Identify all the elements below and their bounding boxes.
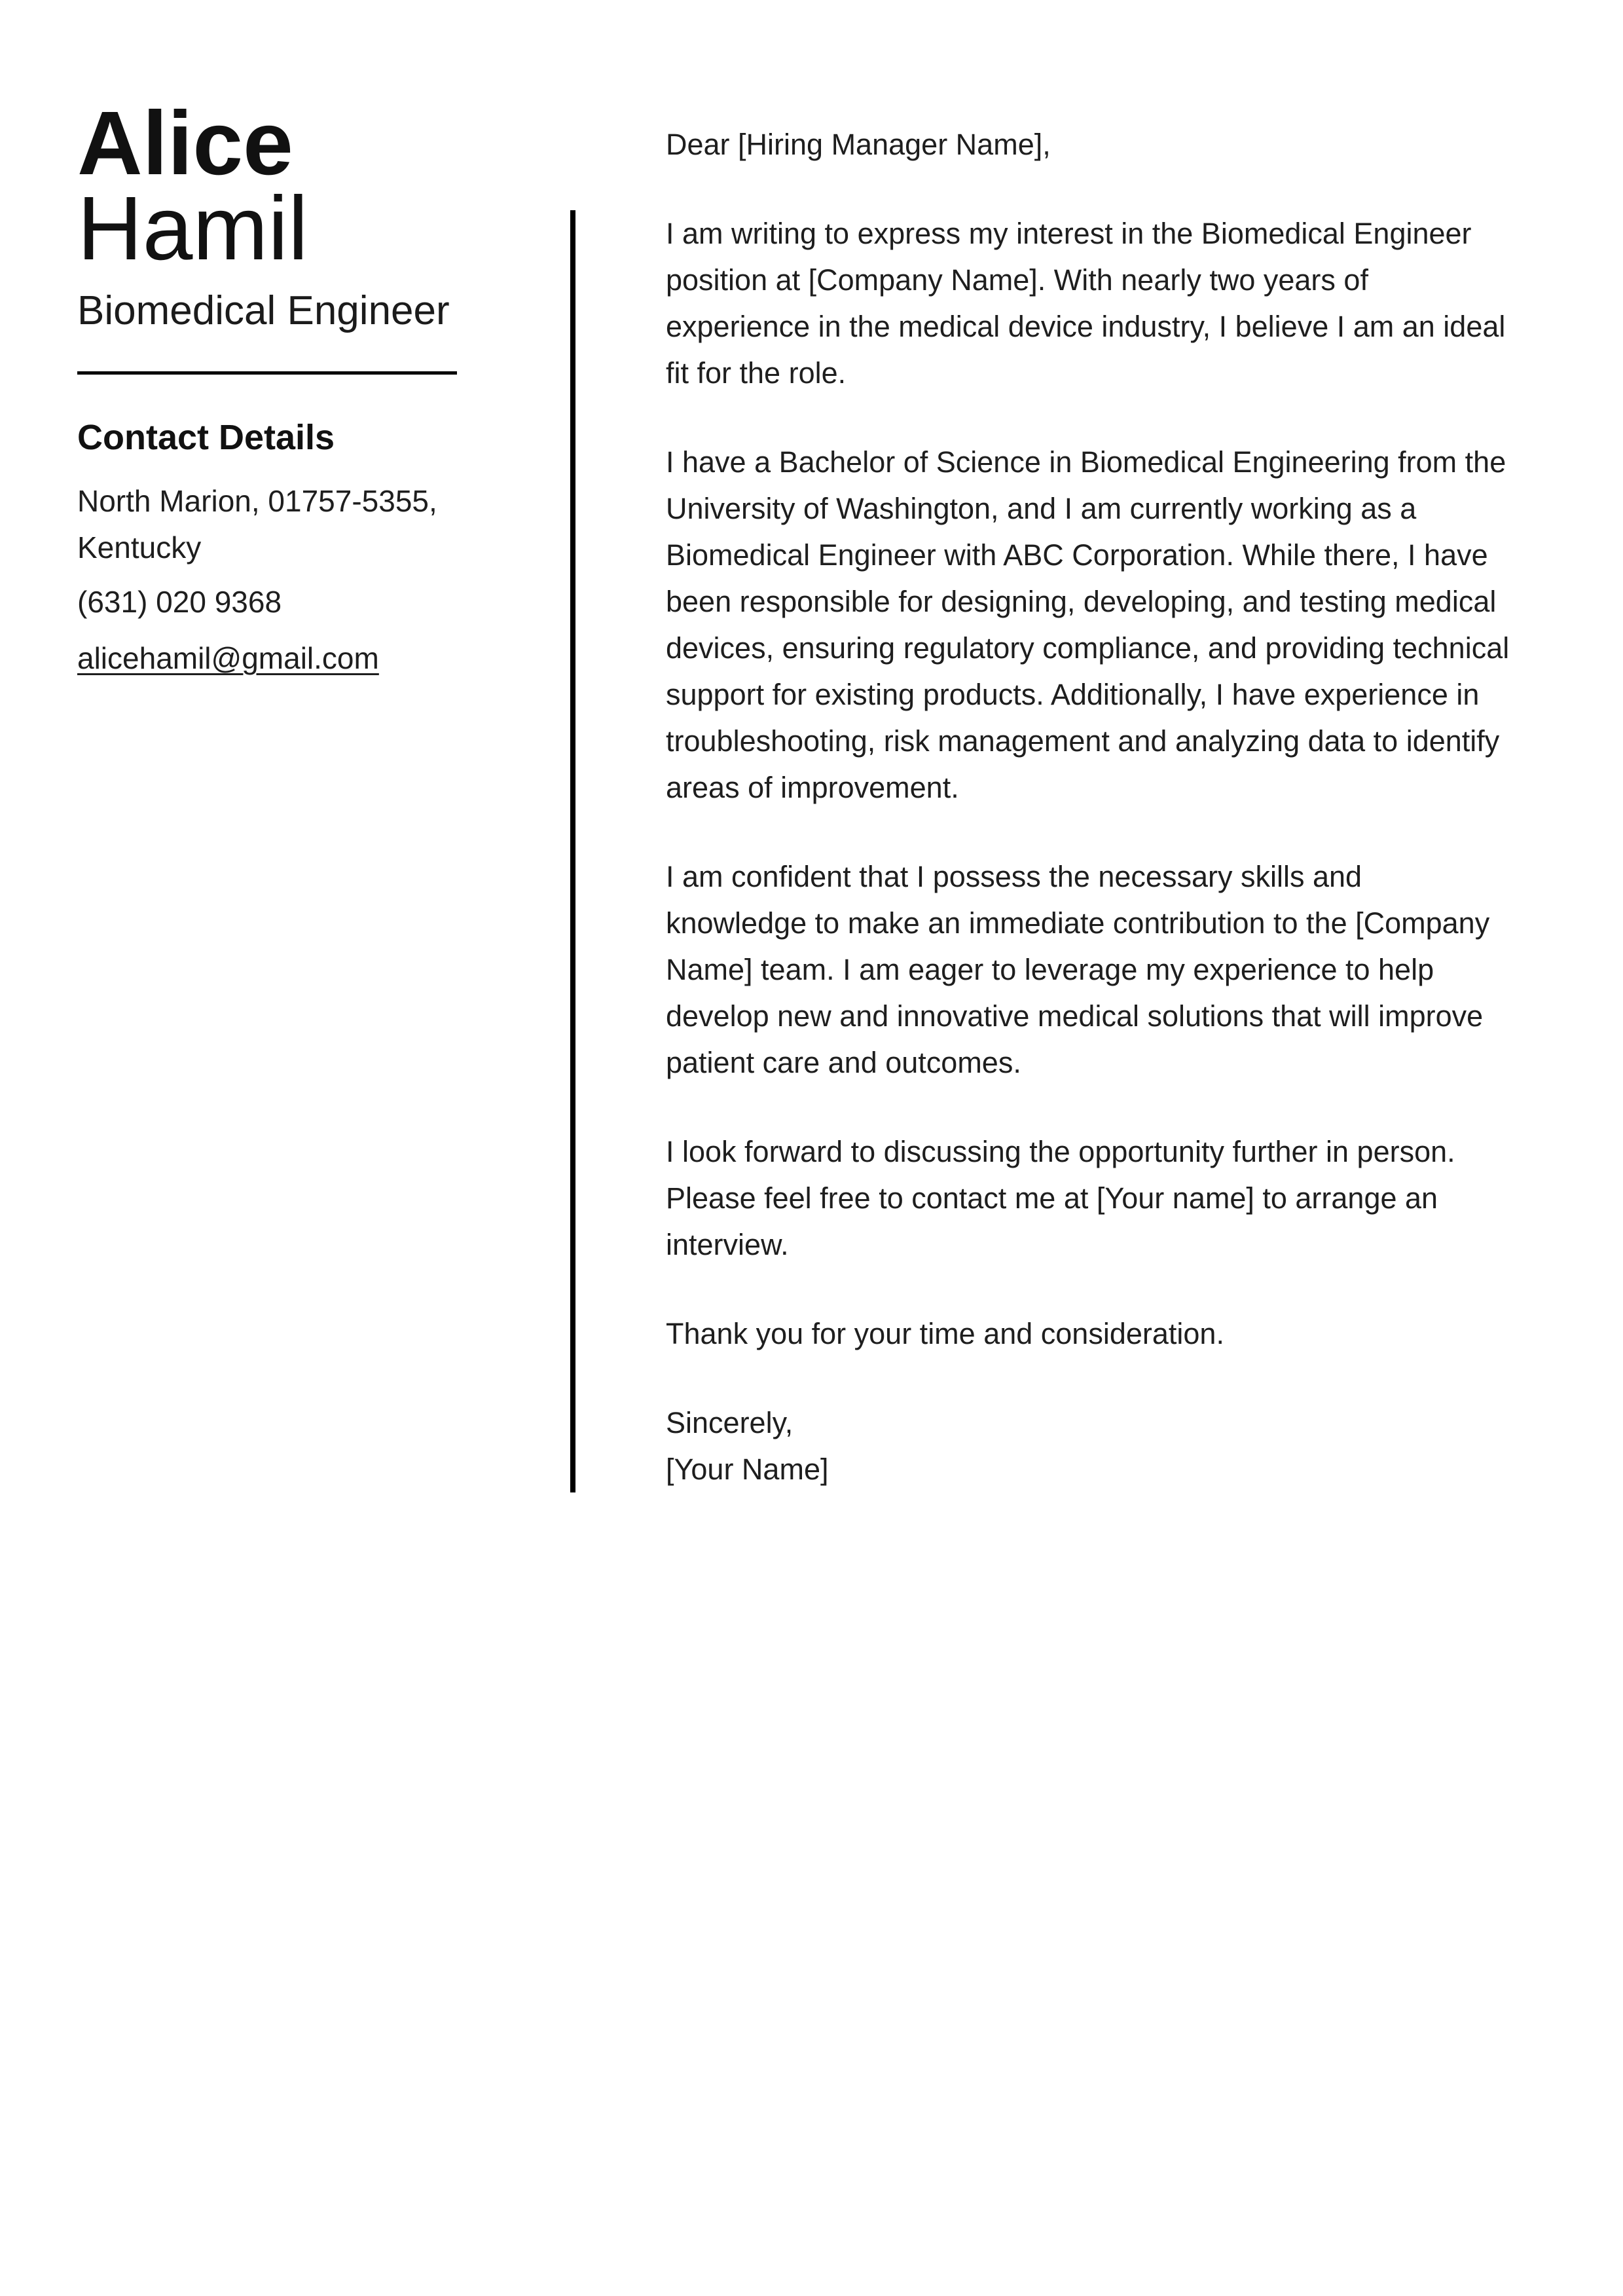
salutation: Dear [Hiring Manager Name],	[666, 128, 1051, 161]
paragraph-thanks: Thank you for your time and consideration.	[666, 1317, 1224, 1350]
sidebar	[77, 93, 509, 682]
paragraph-experience: I have a Bachelor of Science in Biomedical Engineering from the University of Washington, and I am currently working as a Biomedical Engineer with ABC Corporation. While there, I have been responsible for designing, developing, and testing medical devices, ensuring regulatory compliance, and providing technical support for existing products. Additionally, I have experience in troubleshooting, risk management and analyzing data to identify areas of improvement.	[666, 445, 1510, 804]
horizontal-divider	[77, 371, 457, 375]
paragraph-signoff	[666, 1399, 1510, 1492]
address-line-2: Kentucky	[77, 530, 202, 565]
job-title: Biomedical Engineer	[77, 288, 450, 333]
contact-details-heading: Contact Details	[77, 418, 335, 457]
letter-body	[570, 210, 1510, 1492]
applicant-name	[77, 93, 509, 279]
closing: Sincerely,	[666, 1406, 793, 1439]
paragraph-confidence: I am confident that I possess the necessary skills and knowledge to make an immediate contribution to the [Company Name] team. I am eager to leverage my experience to help develop new and innovative medical solutions that will improve patient care and outcomes.	[666, 860, 1490, 1079]
paragraph-intro: I am writing to express my interest in the Biomedical Engineer position at [Company Name]. With nearly two years of experience in the medical device industry, I believe I am an ideal fit for the role.	[666, 217, 1506, 390]
contact-address	[77, 478, 509, 571]
first-name: Alice	[77, 93, 293, 194]
contact-phone: (631) 020 9368	[77, 585, 282, 619]
last-name: Hamil	[77, 178, 308, 279]
letter-column	[570, 121, 1510, 1492]
email-link[interactable]: alicehamil@gmail.com	[77, 641, 379, 675]
signature: [Your Name]	[666, 1453, 829, 1486]
paragraph-follow-up: I look forward to discussing the opportunity further in person. Please feel free to contact me at [Your name] to arrange an interview.	[666, 1135, 1455, 1261]
contact-email	[77, 635, 509, 682]
address-line-1: North Marion, 01757-5355,	[77, 484, 437, 518]
